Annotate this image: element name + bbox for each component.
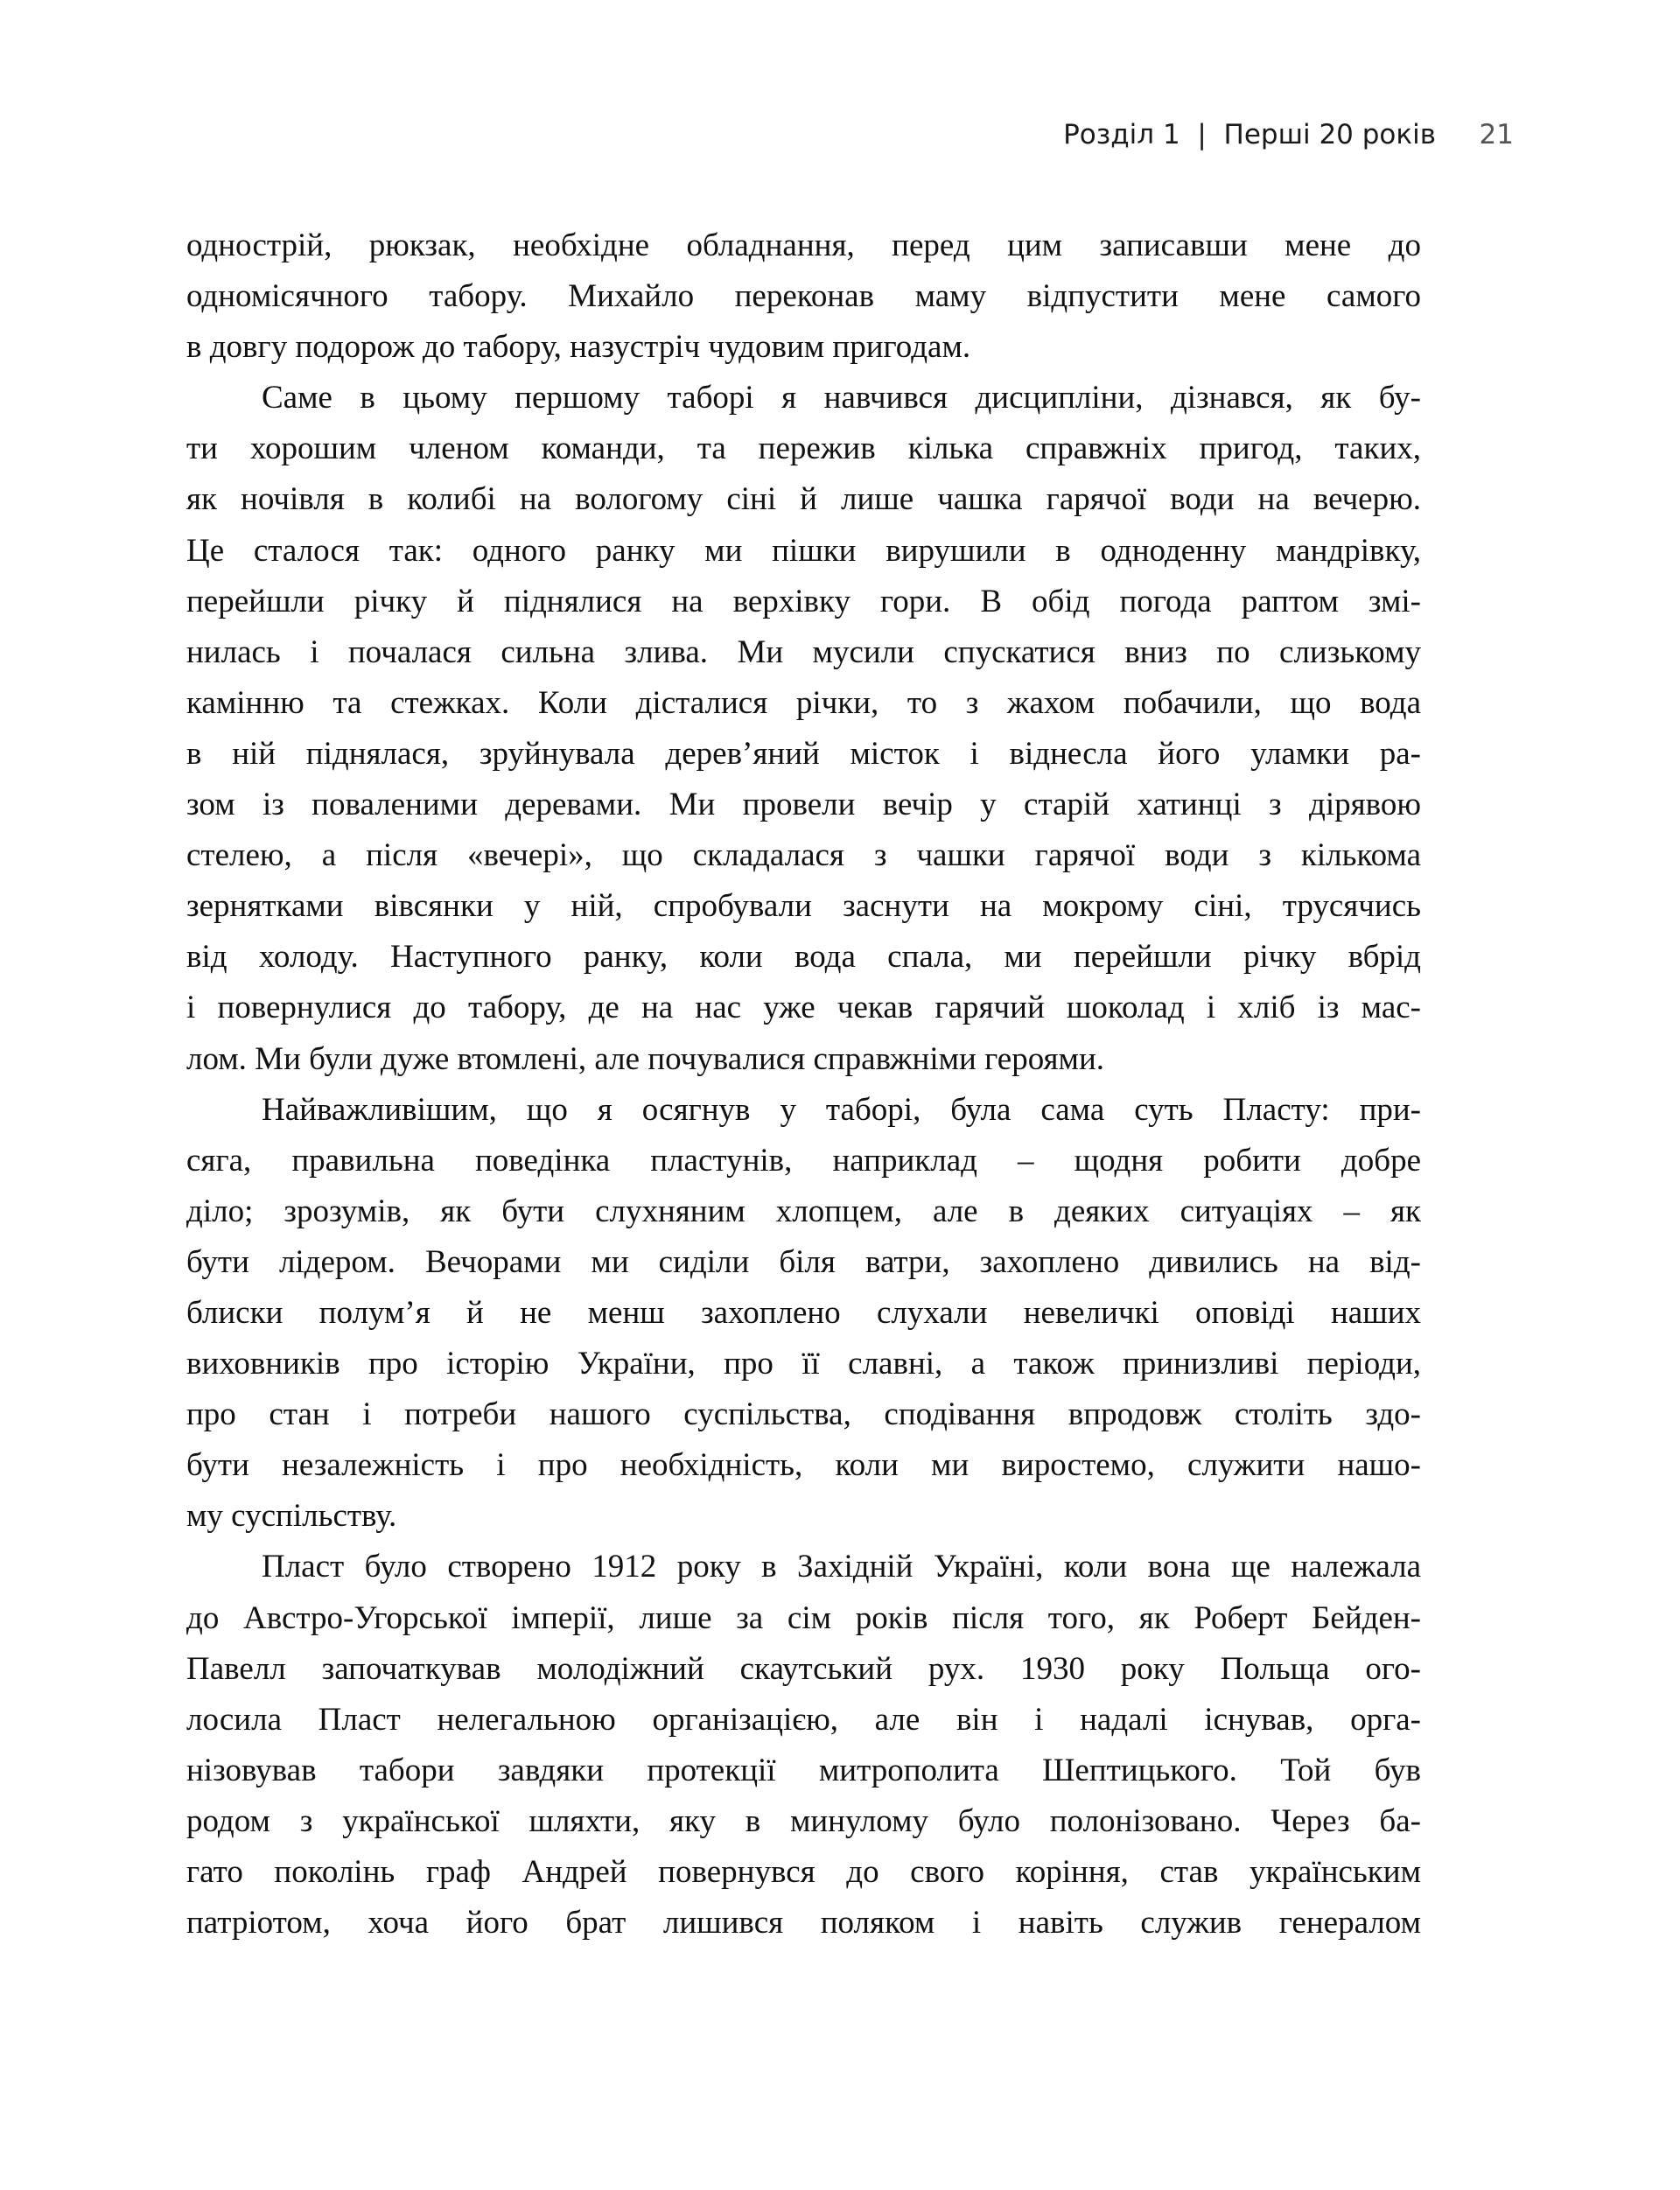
text-line: сяга, правильна поведінка пластунів, наприклад – щодня робити добре bbox=[186, 1142, 1421, 1179]
paragraph-first-line: Пласт було створено 1912 року в Західній Україні, коли вона ще належала bbox=[262, 1549, 1421, 1585]
text-line: камінню та стежках. Коли дісталися річки, то з жахом побачили, що вода bbox=[186, 684, 1421, 721]
running-title: Розділ 1 | Перші 20 років bbox=[1063, 119, 1436, 150]
text-line: блиски полум’я й не менш захоплено слухали невеличкі оповіді наших bbox=[186, 1294, 1421, 1331]
text-line: зом із поваленими деревами. Ми провели вечір у старій хатинці з дірявою bbox=[186, 787, 1421, 823]
text-line: бути незалежність і про необхідність, коли ми виростемо, служити нашо- bbox=[186, 1447, 1421, 1484]
text-line: зернятками вівсянки у ній, спробували заснути на мокрому сіні, трусячись bbox=[186, 888, 1421, 925]
text-line: виховників про історію України, про її славні, а також принизливі періоди, bbox=[186, 1346, 1421, 1382]
text-line: діло; зрозумів, як бути слухняним хлопцем, але в деяких ситуаціях – як bbox=[186, 1193, 1421, 1229]
text-line: до Австро-Угорської імперії, лише за сім років після того, як Роберт Бейден- bbox=[186, 1599, 1421, 1636]
text-line: гато поколінь граф Андрей повернувся до свого коріння, став українським bbox=[186, 1854, 1421, 1890]
text-line: патріотом, хоча його брат лишився поляком і навіть служив генералом bbox=[186, 1905, 1421, 1942]
body-text bbox=[186, 220, 1421, 1949]
paragraph-first-line: Найважливішим, що я осягнув у таборі, була сама суть Пласту: при- bbox=[262, 1091, 1421, 1128]
text-line: і повернулися до табору, де на нас уже чекав гарячий шоколад і хліб із мас- bbox=[186, 990, 1421, 1026]
text-line: му суспільству. bbox=[186, 1498, 397, 1535]
text-line: Це сталося так: одного ранку ми пішки вирушили в одноденну мандрівку, bbox=[186, 532, 1421, 569]
paragraph-first-line: Саме в цьому першому таборі я навчився дисципліни, дізнався, як бу- bbox=[262, 380, 1421, 416]
text-line: лом. Ми були дуже втомлені, але почувалися справжніми героями. bbox=[186, 1040, 1104, 1077]
text-line: нізовував табори завдяки протекції митрополита Шептицького. Той був bbox=[186, 1752, 1421, 1788]
text-line: лосила Пласт нелегальною організацією, але він і надалі існував, орга- bbox=[186, 1701, 1421, 1738]
text-line: нилась і почалася сильна злива. Ми мусили спускатися вниз по слизькому bbox=[186, 633, 1421, 670]
text-line: одномісячного табору. Михайло переконав маму відпустити мене самого bbox=[186, 278, 1421, 315]
text-line: Павелл започаткував молодіжний скаутський рух. 1930 року Польща ого- bbox=[186, 1650, 1421, 1687]
text-line: бути лідером. Вечорами ми сиділи біля ватри, захоплено дивились на від- bbox=[186, 1243, 1421, 1280]
text-line: про стан і потреби нашого суспільства, сподівання впродовж століть здо- bbox=[186, 1396, 1421, 1433]
text-line: родом з української шляхти, яку в минулому було полонізовано. Через ба- bbox=[186, 1802, 1421, 1839]
text-line: однострій, рюкзак, необхідне обладнання, перед цим записавши мене до bbox=[186, 227, 1421, 263]
text-line: стелею, а після «вечері», що складалася з чашки гарячої води з кількома bbox=[186, 837, 1421, 874]
text-line: в ній піднялася, зруйнувала дерев’яний місток і віднесла його уламки ра- bbox=[186, 735, 1421, 772]
text-line: ти хорошим членом команди, та пережив кілька справжніх пригод, таких, bbox=[186, 430, 1421, 467]
text-line: перейшли річку й піднялися на верхівку гори. В обід погода раптом змі- bbox=[186, 583, 1421, 619]
page-number: 21 bbox=[1479, 119, 1514, 150]
running-header bbox=[962, 112, 1514, 164]
text-line: від холоду. Наступного ранку, коли вода спала, ми перейшли річку вбрід bbox=[186, 939, 1421, 976]
text-line: як ночівля в колибі на вологому сіні й лише чашка гарячої води на вечерю. bbox=[186, 481, 1421, 518]
text-line: в довгу подорож до табору, назустріч чудовим пригодам. bbox=[186, 329, 971, 366]
